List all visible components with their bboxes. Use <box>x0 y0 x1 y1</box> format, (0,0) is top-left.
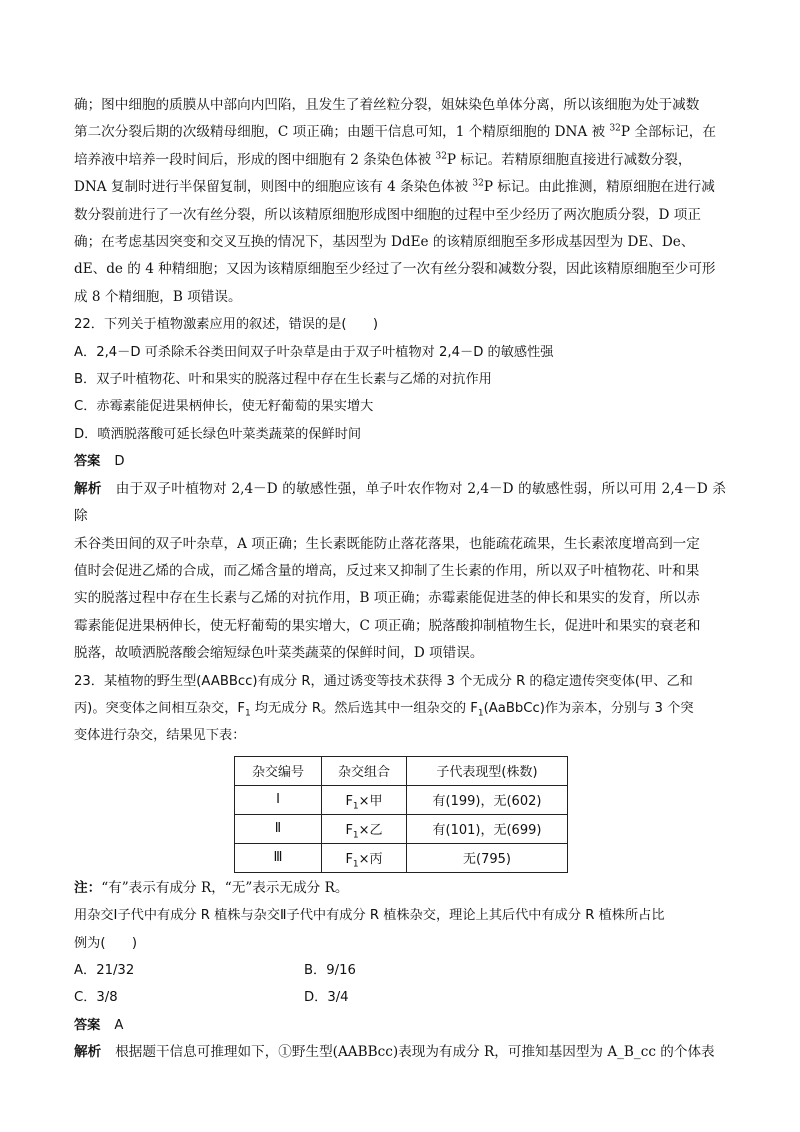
answer-label: 答案 <box>74 454 101 470</box>
table-header: 杂交组合 <box>322 756 407 785</box>
table-header: 子代表现型(株数) <box>407 756 568 785</box>
cross-results-table <box>234 756 568 873</box>
table-cell-id: Ⅰ <box>235 785 322 814</box>
explanation-line: 禾谷类田间的双子叶杂草，A 项正确；生长素既能防止落花落果，也能疏花疏果，生长素浓度增高到一定 <box>74 535 700 552</box>
answer-line <box>74 1012 726 1039</box>
answer-value: D <box>114 454 125 470</box>
table-cell-combo: $F_1\times$甲 <box>322 785 407 814</box>
option-d: D．3/4 <box>304 990 349 1006</box>
answer-value: A <box>114 1017 124 1033</box>
text-line: 第二次分裂后期的次级精母细胞，C 项正确；由题干信息可知，1 个精原细胞的 DNA 被 $^{32}$P 全部标记，在 <box>74 123 716 141</box>
option-a: A．2,4－D 可杀除禾谷类田间双子叶杂草是由于双子叶植物对 2,4－D 的敏感性强 <box>74 344 554 360</box>
options-row <box>74 984 726 1011</box>
question-prompt: 用杂交Ⅰ子代中有成分 R 植株与杂交Ⅱ子代中有成分 R 植株杂交，理论上其后代中有成分 R 植株所占比 <box>74 908 665 924</box>
explanation-line: 解析 根据题干信息可推理如下，①野生型(AABBcc)表现为有成分 R，可推知基因型为 A_B_cc 的个体表 <box>74 1044 715 1061</box>
text-line: 培养液中培养一段时间后，形成的图中细胞有 2 条染色体被 $^{32}$P 标记。若精原细胞直接进行减数分裂， <box>74 151 692 168</box>
table-row <box>235 814 568 843</box>
options-row <box>74 957 726 984</box>
explanation-line: 解析 由于双子叶植物对 2,4－D 的敏感性强，单子叶农作物对 2,4－D 的敏感性弱，所以可用 2,4－D 杀除 <box>74 480 726 525</box>
explanation-line: 脱落，故喷洒脱落酸会缩短绿色叶菜类蔬菜的保鲜时间，D 项错误。 <box>74 645 484 662</box>
answer-line <box>74 448 726 475</box>
option-b: B．双子叶植物花、叶和果实的脱落过程中存在生长素与乙烯的对抗作用 <box>74 372 492 388</box>
note-label: 注： <box>74 879 102 896</box>
table-cell-result: 有(199)，无(602) <box>407 785 568 814</box>
text-line: 数分裂前进行了一次有丝分裂，所以该精原细胞形成图中细胞的过程中至少经历了两次胞质分裂，D 项正 <box>74 206 701 223</box>
text-line: dE、de 的 4 种精细胞；又因为该精原细胞至少经过了一次有丝分裂和减数分裂，因此该精原细胞至少可形 <box>74 261 716 278</box>
explanation-line: 值时会促进乙烯的合成，而乙烯含量的增高，反过来又抑制了生长素的作用，所以双子叶植物花、叶和果 <box>74 562 700 579</box>
question-prompt: 例为( ) <box>74 935 138 951</box>
text-line: 确；在考虑基因突变和交叉互换的情况下，基因型为 DdEe 的该精原细胞至多形成基因型为 DE、De、 <box>74 234 695 251</box>
previous-explanation <box>74 92 726 311</box>
option-a: A．21/32 <box>74 962 135 978</box>
text-line: DNA 复制时进行半保留复制，则图中的细胞应该有 4 条染色体被 $^{32}$P 标记。由此推测，精原细胞在进行减 <box>74 178 715 196</box>
option-c: C．赤霉素能促进果柄伸长，使无籽葡萄的果实增大 <box>74 399 374 415</box>
table-cell-result: 无(795) <box>407 843 568 872</box>
table-cell-id: Ⅱ <box>235 814 322 843</box>
question-stem: 22．下列关于植物激素应用的叙述，错误的是( ) <box>74 317 379 333</box>
table-row <box>235 843 568 872</box>
document-page <box>74 92 726 1067</box>
table-row <box>235 785 568 814</box>
text-line: 成 8 个精细胞，B 项错误。 <box>74 288 242 305</box>
question-23 <box>74 668 726 1067</box>
question-stem: 丙)。突变体之间相互杂交，$F_1$ 均无成分 R。然后选其中一组杂交的 $F_1(AaBbCc)$作为亲本，分别与 3 个突 <box>74 700 694 719</box>
table-note: 注：“有”表示有成分 R，“无”表示无成分 R。 <box>74 879 349 896</box>
table-header-row <box>235 756 568 785</box>
explanation-line: 霉素能促进果柄伸长，使无籽葡萄的果实增大，C 项正确；脱落酸抑制植物生长，促进叶和果实的衰老和 <box>74 617 701 634</box>
table-header: 杂交编号 <box>235 756 322 785</box>
table-cell-id: Ⅲ <box>235 843 322 872</box>
option-d: D．喷洒脱落酸可延长绿色叶菜类蔬菜的保鲜时间 <box>74 426 362 442</box>
answer-label: 答案 <box>74 1017 101 1033</box>
option-b: B．9/16 <box>304 962 356 978</box>
table-cell-combo: $F_1\times$丙 <box>322 843 407 872</box>
table-cell-combo: $F_1\times$乙 <box>322 814 407 843</box>
question-stem: 23．某植物的野生型(AABBcc)有成分 R，通过诱变等技术获得 3 个无成分 R 的稳定遗传突变体(甲、乙和 <box>74 673 693 689</box>
explanation-label: 解析 <box>74 1044 102 1061</box>
text-line: 确；图中细胞的质膜从中部向内凹陷，且发生了着丝粒分裂，姐妹染色单体分离，所以该细胞为处于减数 <box>74 97 700 113</box>
table-cell-result: 有(101)，无(699) <box>407 814 568 843</box>
explanation-line: 实的脱落过程中存在生长素与乙烯的对抗作用，B 项正确；赤霉素能促进茎的伸长和果实的发育，所以赤 <box>74 590 701 607</box>
question-22 <box>74 311 726 667</box>
option-c: C．3/8 <box>74 990 118 1006</box>
explanation-label: 解析 <box>74 480 102 497</box>
question-stem: 变体进行杂交，结果见下表： <box>74 728 246 744</box>
